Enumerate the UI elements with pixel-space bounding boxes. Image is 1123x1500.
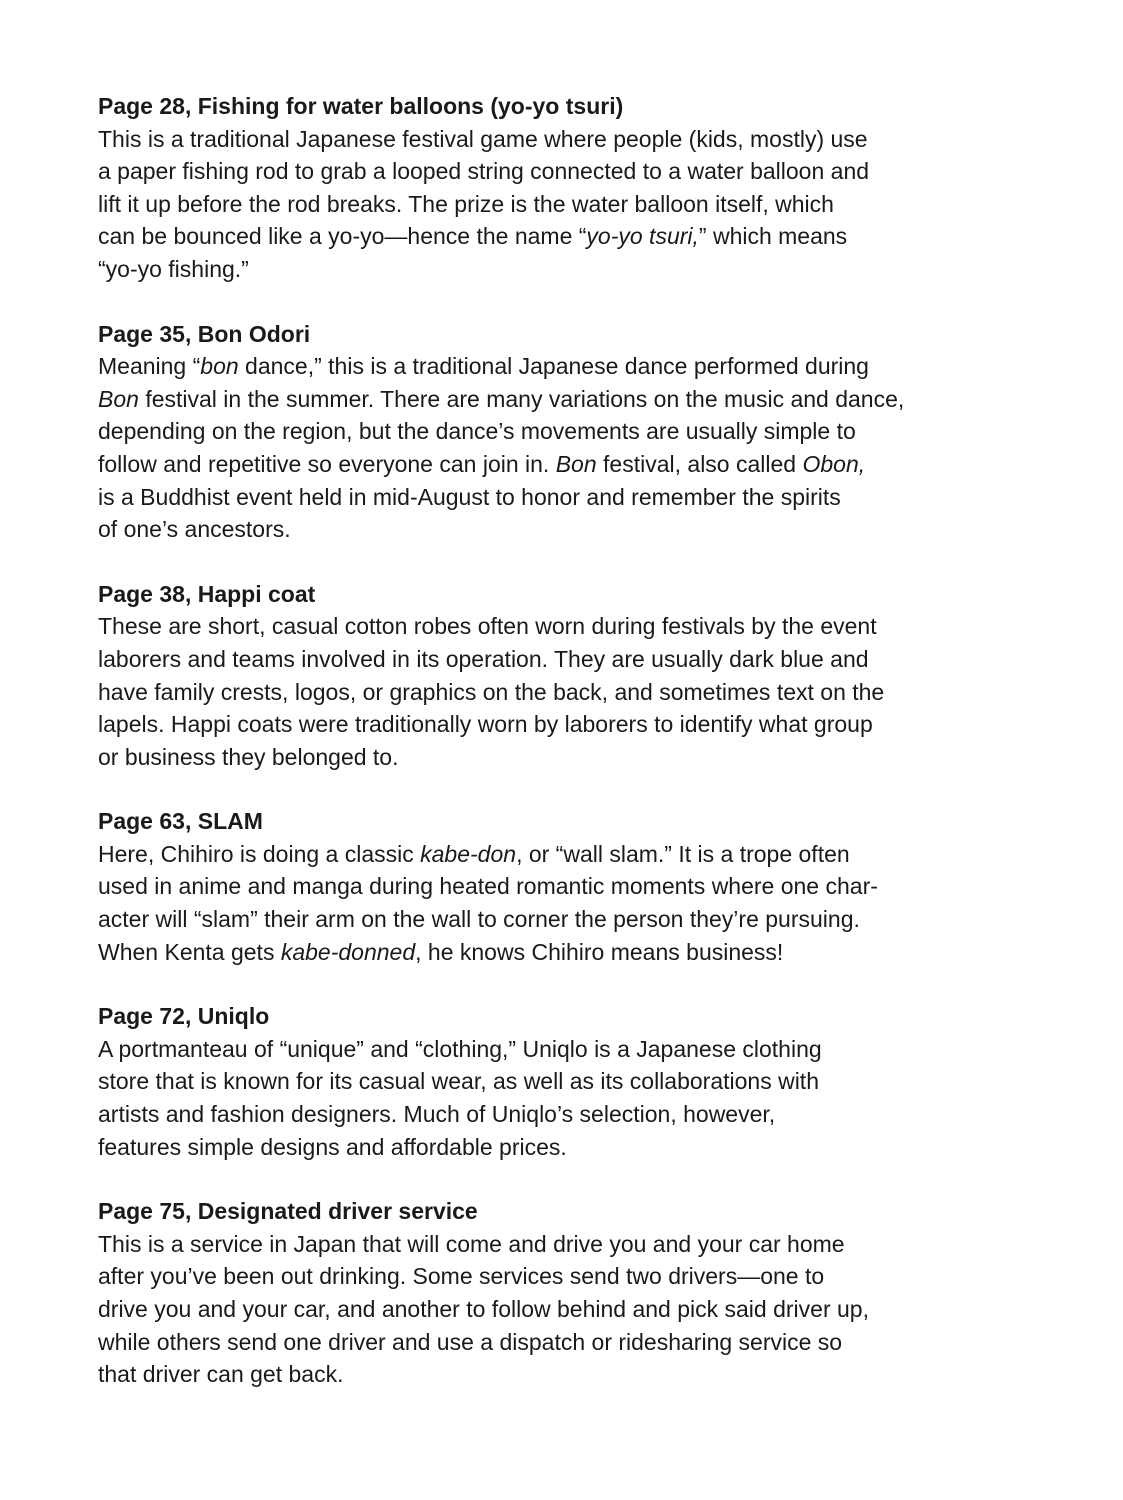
italic-term: bon	[200, 353, 239, 380]
note-entry	[98, 805, 1038, 968]
note-body-line	[98, 350, 1038, 383]
text-run: These are short, casual cotton robes often worn during festivals by the event	[98, 613, 877, 640]
italic-term: kabe-don	[420, 840, 517, 867]
note-body-line	[98, 643, 1038, 676]
text-run: is a Buddhist event held in mid-August to honor and remember the spirits	[98, 483, 841, 510]
text-run: When Kenta gets	[98, 938, 281, 965]
note-body-line	[98, 1260, 1038, 1293]
note-body-line	[98, 155, 1038, 188]
note-body	[98, 350, 1038, 546]
note-body-line	[98, 481, 1038, 514]
text-run: lift it up before the rod breaks. The prize is the water balloon itself, which	[98, 190, 834, 217]
translation-notes-page	[98, 90, 1038, 1423]
text-run: This is a service in Japan that will come and drive you and your car home	[98, 1230, 845, 1257]
note-body-line	[98, 1033, 1038, 1066]
text-run: Meaning “	[98, 353, 201, 380]
note-body-line	[98, 1358, 1038, 1391]
note-title: Page 28, Fishing for water balloons (yo-yo tsuri)	[98, 93, 624, 119]
note-body	[98, 123, 1038, 286]
text-run: after you’ve been out drinking. Some services send two drivers—one to	[98, 1263, 825, 1290]
note-body-line	[98, 513, 1038, 546]
text-run: or business they belonged to.	[98, 743, 399, 770]
note-entry	[98, 318, 1038, 546]
note-body-line	[98, 1326, 1038, 1359]
note-entry	[98, 578, 1038, 774]
text-run: A portmanteau of “unique” and “clothing,” Uniqlo is a Japanese clothing	[98, 1035, 822, 1062]
note-title: Page 63, SLAM	[98, 808, 263, 835]
text-run: festival, also called	[596, 450, 803, 477]
text-run: follow and repetitive so everyone can join in.	[98, 450, 556, 477]
text-run: can be bounced like a yo-yo—hence the name “	[98, 223, 587, 250]
italic-term: kabe-donned	[280, 938, 416, 965]
note-body-line	[98, 676, 1038, 709]
italic-term: yo-yo tsuri,	[586, 223, 699, 250]
note-body-line	[98, 1098, 1038, 1131]
note-entry	[98, 1195, 1038, 1391]
note-body-line	[98, 741, 1038, 774]
note-body-line	[98, 936, 1038, 969]
text-run: drive you and your car, and another to follow behind and pick said driver up,	[98, 1296, 869, 1322]
note-entry	[98, 90, 1038, 286]
text-run: acter will “slam” their arm on the wall to corner the person they’re pursuing.	[98, 906, 860, 933]
note-body	[98, 610, 1038, 773]
note-body-line	[98, 838, 1038, 871]
note-body	[98, 838, 1038, 968]
text-run: while others send one driver and use a dispatch or ridesharing service so	[98, 1328, 843, 1355]
note-body-line	[98, 123, 1038, 156]
note-body-line	[98, 415, 1038, 448]
note-title: Page 38, Happi coat	[98, 580, 316, 607]
text-run: laborers and teams involved in its operation. They are usually dark blue and	[98, 645, 869, 672]
text-run: dance,” this is a traditional Japanese dance performed during	[238, 353, 869, 380]
text-run: “yo-yo fishing.”	[98, 255, 249, 282]
text-run: , he knows Chihiro means business!	[415, 938, 784, 965]
note-body	[98, 1228, 1038, 1391]
text-run: Here, Chihiro is doing a classic	[98, 840, 421, 867]
note-body-line	[98, 220, 1038, 253]
text-run: lapels. Happi coats were traditionally worn by laborers to identify what group	[98, 711, 873, 738]
note-title: Page 35, Bon Odori	[98, 320, 311, 347]
text-run: store that is known for its casual wear, as well as its collaborations with	[98, 1068, 819, 1095]
italic-term: Obon,	[802, 450, 866, 477]
note-body-line	[98, 708, 1038, 741]
text-run: depending on the region, but the dance’s movements are usually simple to	[98, 418, 856, 445]
note-body-line	[98, 1228, 1038, 1261]
text-run: have family crests, logos, or graphics on the back, and sometimes text on the	[98, 678, 885, 705]
note-body-line	[98, 448, 1038, 481]
note-body-line	[98, 903, 1038, 936]
note-title: Page 72, Uniqlo	[98, 1003, 270, 1030]
text-run: festival in the summer. There are many variations on the music and dance,	[138, 385, 905, 412]
text-run: used in anime and manga during heated romantic moments where one char-	[98, 873, 878, 900]
note-body-line	[98, 1131, 1038, 1164]
note-body-line	[98, 610, 1038, 643]
text-run: of one’s ancestors.	[98, 516, 291, 543]
note-body-line	[98, 1065, 1038, 1098]
note-body-line	[98, 188, 1038, 221]
italic-term: Bon	[555, 450, 597, 477]
note-title: Page 75, Designated driver service	[98, 1198, 478, 1225]
text-run: This is a traditional Japanese festival game where people (kids, mostly) use	[98, 125, 868, 152]
text-run: a paper fishing rod to grab a looped string connected to a water balloon and	[98, 158, 870, 185]
note-body	[98, 1033, 1038, 1163]
text-run: , or “wall slam.” It is a trope often	[516, 840, 850, 867]
note-body-line	[98, 383, 1038, 416]
note-body-line	[98, 870, 1038, 903]
text-run: artists and fashion designers. Much of Uniqlo’s selection, however,	[98, 1101, 776, 1128]
note-body-line	[98, 253, 1038, 286]
italic-term: Bon	[98, 385, 139, 412]
text-run: ” which means	[698, 223, 848, 250]
note-body-line	[98, 1293, 1038, 1326]
note-entry	[98, 1000, 1038, 1163]
text-run: features simple designs and affordable prices.	[98, 1133, 567, 1160]
text-run: that driver can get back.	[98, 1361, 344, 1388]
